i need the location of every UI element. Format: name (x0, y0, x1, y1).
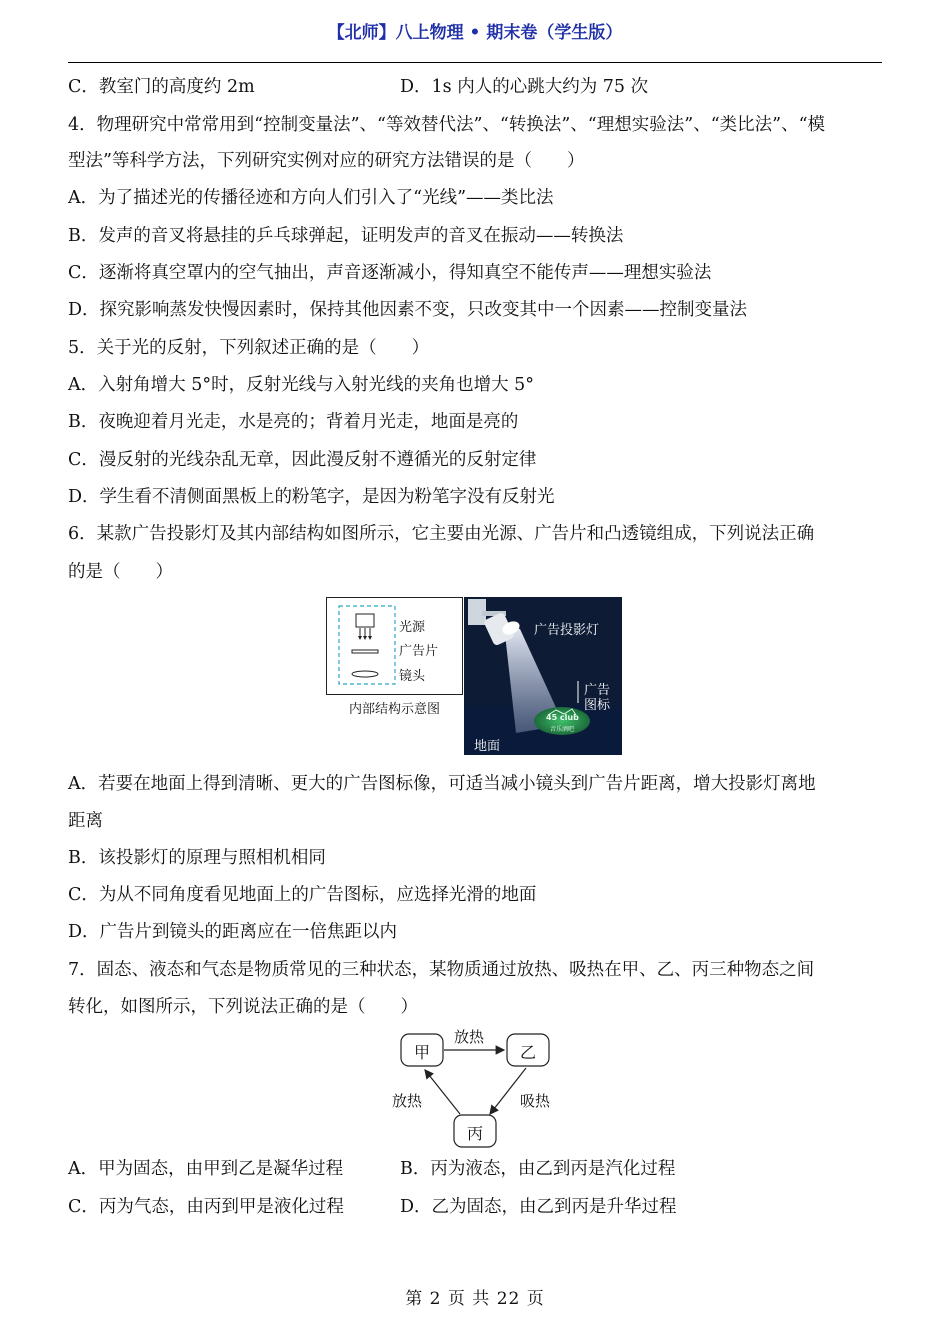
ad-logo-subtext: 音乐酒吧 (550, 726, 575, 733)
q3-option-d: D．1s 内人的心跳大约为 75 次 (400, 77, 649, 97)
q6-option-c: C．为从不同角度看见地面上的广告图标，应选择光滑的地面 (68, 885, 537, 905)
lens-shape (352, 671, 378, 677)
q6-structure-drawing (327, 598, 462, 694)
q5-stem: 5．关于光的反射，下列叙述正确的是（ ） (68, 338, 430, 358)
q6-projector-photo (464, 597, 622, 755)
arrowhead-1 (358, 636, 362, 640)
header-divider (68, 62, 882, 63)
q6-stem-line1: 6．某款广告投影灯及其内部结构如图所示，它主要由光源、广告片和凸透镜组成，下列说法正确 (68, 524, 815, 544)
page-number-footer: 第 2 页 共 22 页 (405, 1289, 545, 1309)
q6-structure-caption: 内部结构示意图 (348, 702, 440, 717)
label-top-arrow: 放热 (454, 1028, 485, 1046)
arrowhead-3 (368, 636, 372, 640)
node-yi: 乙 (520, 1043, 537, 1062)
label-ground: 地面 (474, 739, 501, 754)
q6-stem-line2: 的是（ ） (68, 562, 173, 582)
light-source-shape (356, 614, 374, 627)
node-bing: 丙 (467, 1124, 484, 1143)
label-right-arrow: 吸热 (520, 1092, 551, 1110)
q6-option-b: B．该投影灯的原理与照相机相同 (68, 848, 326, 868)
label-ad-icon-1: 广告 (584, 683, 611, 698)
q7-option-b: B．丙为液态，由乙到丙是汽化过程 (400, 1159, 676, 1179)
q5-option-c: C．漫反射的光线杂乱无章，因此漫反射不遵循光的反射定律 (68, 450, 537, 470)
label-projector-title: 广告投影灯 (534, 623, 600, 638)
q5-option-b: B．夜晚迎着月光走，水是亮的；背着月光走，地面是亮的 (68, 412, 519, 432)
label-film: 广告片 (399, 644, 439, 659)
arrow-bing-to-jia (425, 1070, 460, 1114)
q7-option-c: C．丙为气态，由丙到甲是液化过程 (68, 1197, 344, 1217)
q7-state-diagram (380, 1022, 580, 1154)
q5-option-d: D．学生看不清侧面黑板上的粉笔字，是因为粉笔字没有反射光 (68, 487, 555, 507)
q4-option-c: C．逐渐将真空罩内的空气抽出，声音逐渐减小，得知真空不能传声——理想实验法 (68, 263, 712, 283)
film-slide-shape (352, 650, 378, 653)
label-ad-icon-2: 图标 (584, 698, 611, 713)
ad-logo-text: 45 club (546, 713, 579, 722)
q4-option-d: D．探究影响蒸发快慢因素时，保持其他因素不变，只改变其中一个因素——控制变量法 (68, 300, 748, 320)
q7-options-row1 (68, 1157, 882, 1181)
q7-stem-line1: 7．固态、液态和气态是物质常见的三种状态，某物质通过放热、吸热在甲、乙、丙三种物态之间 (68, 960, 815, 980)
q6-option-a-line2: 距离 (68, 811, 103, 831)
q5-option-a: A．入射角增大 5°时，反射光线与入射光线的夹角也增大 5° (68, 375, 535, 395)
q6-structure-diagram (326, 597, 463, 695)
q4-stem-line2: 型法”等科学方法，下列研究实例对应的研究方法错误的是（ ） (68, 151, 585, 171)
q4-stem-line1: 4．物理研究中常常用到“控制变量法”、“等效替代法”、“转换法”、“理想实验法”、“类比法”、“模 (68, 115, 826, 135)
label-lens: 镜头 (399, 669, 426, 684)
page-header-title: 【北师】八上物理 • 期末卷（学生版） (327, 23, 623, 43)
node-jia: 甲 (414, 1043, 431, 1062)
q6-option-d: D．广告片到镜头的距离应在一倍焦距以内 (68, 922, 398, 942)
q7-options-row2 (68, 1195, 882, 1219)
q7-option-d: D．乙为固态，由乙到丙是升华过程 (400, 1197, 677, 1217)
q7-option-a: A．甲为固态，由甲到乙是凝华过程 (68, 1159, 344, 1179)
q3-option-c: C．教室门的高度约 2m (68, 77, 255, 97)
label-light-source: 光源 (399, 620, 426, 635)
arrowhead-2 (363, 636, 367, 640)
q4-option-a: A．为了描述光的传播径迹和方向人们引入了“光线”——类比法 (68, 188, 554, 208)
q7-stem-line2: 转化，如图所示，下列说法正确的是（ ） (68, 997, 418, 1017)
q6-option-a-line1: A．若要在地面上得到清晰、更大的广告图标像，可适当减小镜头到广告片距离，增大投影灯离地 (68, 774, 816, 794)
q4-option-b: B．发声的音叉将悬挂的乒乓球弹起，证明发声的音叉在振动——转换法 (68, 226, 624, 246)
label-left-arrow: 放热 (392, 1092, 423, 1110)
q3-options-row (68, 75, 882, 99)
